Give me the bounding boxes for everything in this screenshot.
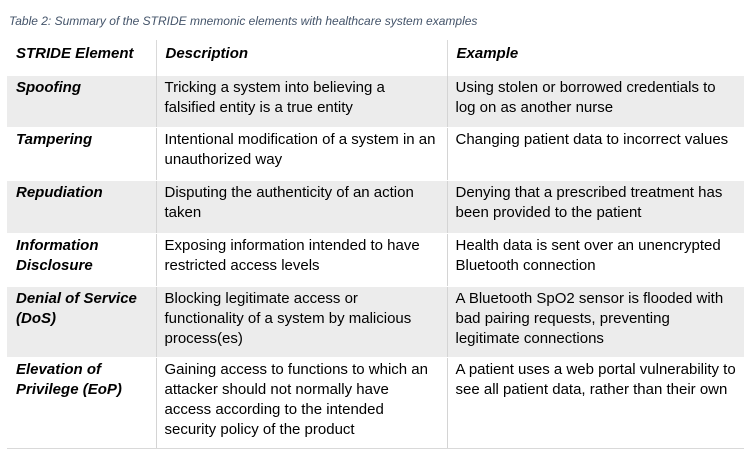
row-denial-of-service-example: A Bluetooth SpO2 sensor is flooded with bad pairing requests, preventing legitimate connections (447, 287, 744, 358)
stride-table (7, 40, 744, 449)
table-row (7, 128, 744, 181)
header-description: Description (156, 40, 447, 76)
row-information-disclosure-element: Information Disclosure (7, 234, 156, 287)
row-repudiation-description: Disputing the authenticity of an action taken (156, 181, 447, 234)
row-information-disclosure-description: Exposing information intended to have restricted access levels (156, 234, 447, 287)
table-row (7, 234, 744, 287)
table-row (7, 287, 744, 358)
row-spoofing-element: Spoofing (7, 76, 156, 128)
row-tampering-element: Tampering (7, 128, 156, 181)
row-repudiation-example: Denying that a prescribed treatment has been provided to the patient (447, 181, 744, 234)
row-elevation-of-privilege-example: A patient uses a web portal vulnerability to see all patient data, rather than their own (447, 358, 744, 449)
row-denial-of-service-element: Denial of Service (DoS) (7, 287, 156, 358)
row-spoofing-example: Using stolen or borrowed credentials to log on as another nurse (447, 76, 744, 128)
table-caption: Table 2: Summary of the STRIDE mnemonic elements with healthcare system examples (9, 14, 478, 28)
row-tampering-description: Intentional modification of a system in an unauthorized way (156, 128, 447, 181)
table-row (7, 181, 744, 234)
table-header-row (7, 40, 744, 76)
row-elevation-of-privilege-description: Gaining access to functions to which an attacker should not normally have access according to the intended security policy of the product (156, 358, 447, 449)
table-row (7, 76, 744, 128)
row-repudiation-element: Repudiation (7, 181, 156, 234)
table-row (7, 358, 744, 449)
row-denial-of-service-description: Blocking legitimate access or functionality of a system by malicious process(es) (156, 287, 447, 358)
row-tampering-example: Changing patient data to incorrect values (447, 128, 744, 181)
row-spoofing-description: Tricking a system into believing a falsified entity is a true entity (156, 76, 447, 128)
header-example: Example (447, 40, 744, 76)
row-information-disclosure-example: Health data is sent over an unencrypted Bluetooth connection (447, 234, 744, 287)
row-elevation-of-privilege-element: Elevation of Privilege (EoP) (7, 358, 156, 449)
header-stride-element: STRIDE Element (16, 45, 134, 62)
